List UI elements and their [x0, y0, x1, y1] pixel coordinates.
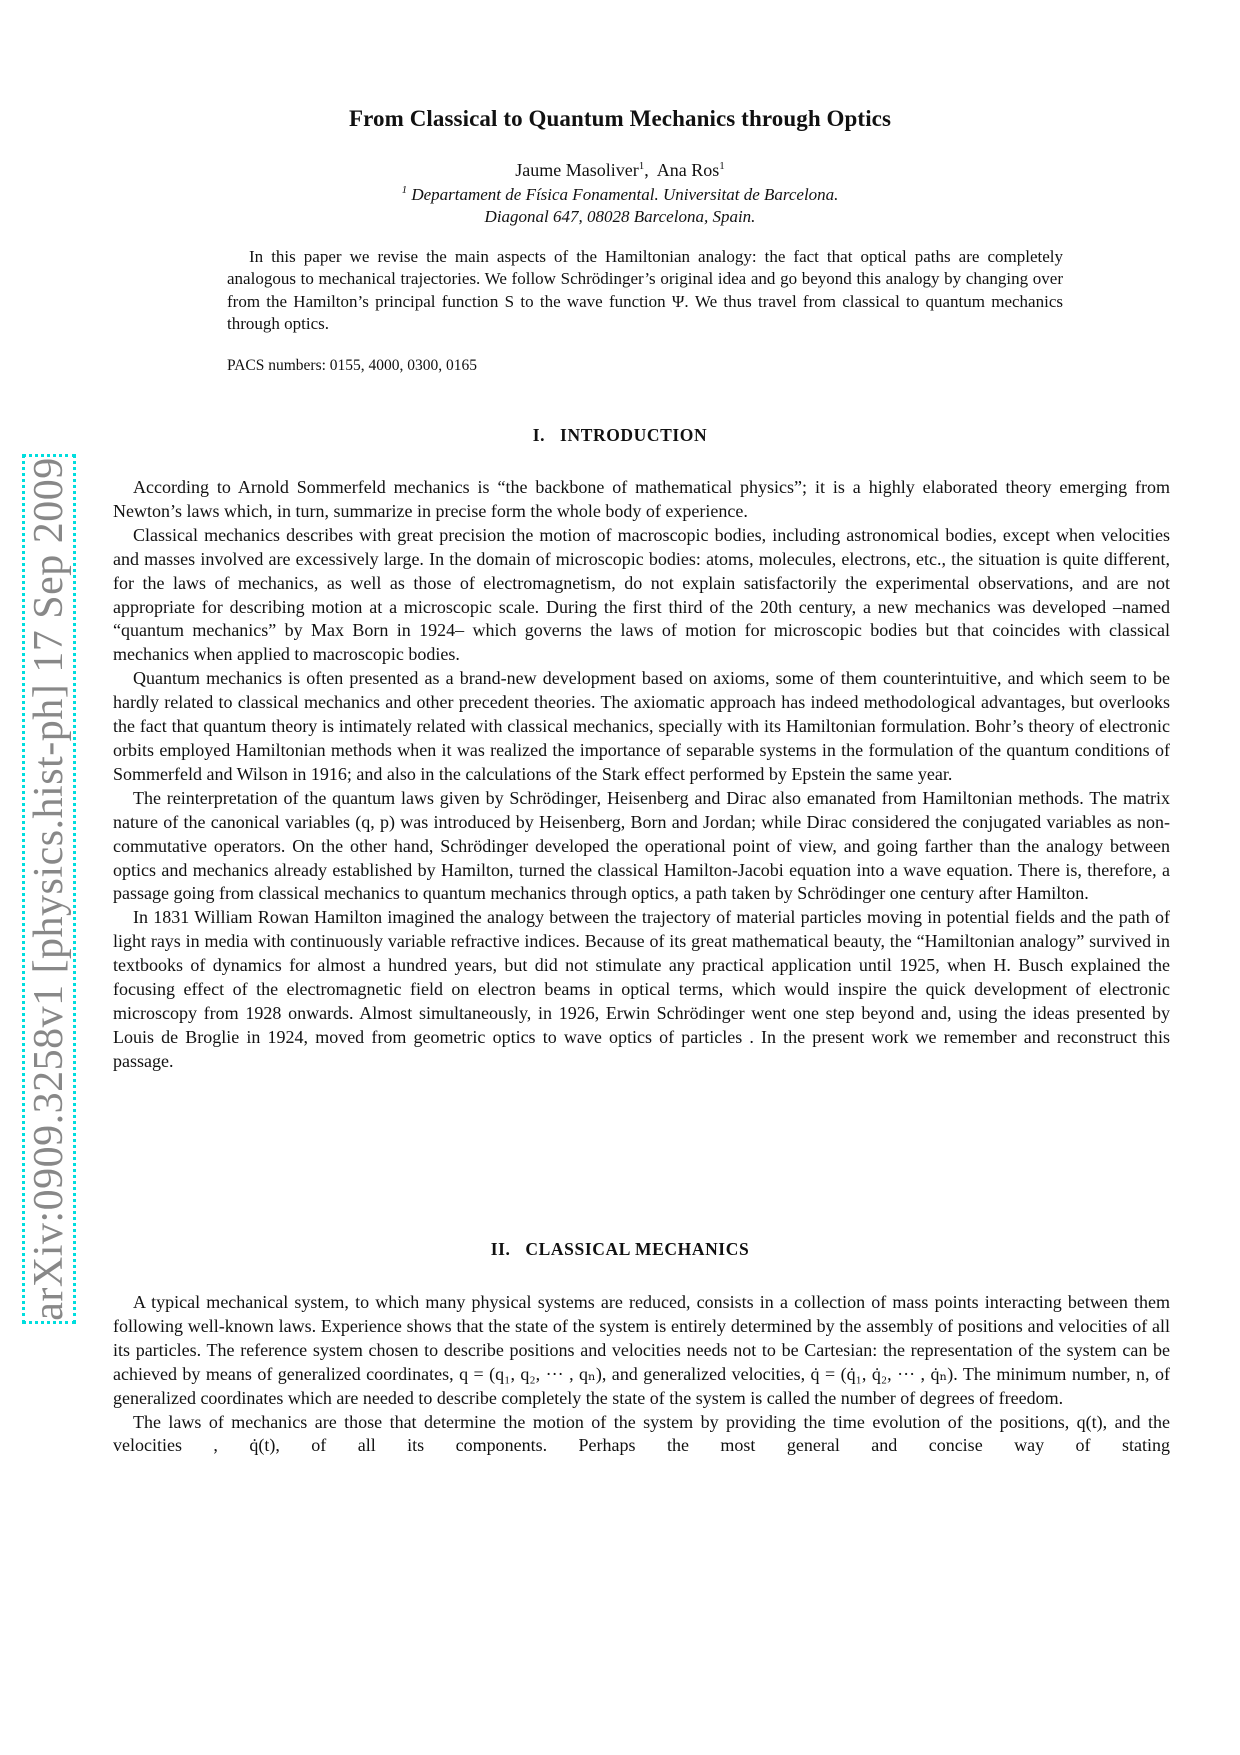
pacs-numbers: PACS numbers: 0155, 4000, 0300, 0165 — [227, 357, 478, 374]
paragraph: In 1831 William Rowan Hamilton imagined the analogy between the trajectory of material particles moving in potential fields and the path of light rays in media with continuously variable refractive indices. Because of its great mathematical beauty, the “Hamiltonian analogy” survived in textbooks of dynamics for almost a hundred years, but did not stimulate any practical application until 1925, when H. Busch explained the focusing effect of the electromagnetic field on electron beams in optical terms, which would inspire the quick development of electronic microscopy from 1928 onwards. Almost simultaneously, in 1926, Erwin Schrödinger went one step beyond and, using the ideas presented by Louis de Broglie in 1924, moved from geometric optics to wave optics of particles . In the present work we remember and reconstruct this passage. — [113, 907, 1170, 1071]
affiliation — [0, 184, 1240, 205]
section-body-introduction — [113, 476, 1170, 1074]
affiliation-address: Diagonal 647, 08028 Barcelona, Spain. — [484, 207, 756, 226]
paragraph: Classical mechanics describes with great precision the motion of macroscopic bodies, including astronomical bodies, except when velocities and masses involved are excessively large. In the domain of microscopic bodies: atoms, molecules, electrons, etc., the situation is quite different, for the laws of mechanics, as well as those of electromagnetism, do not explain satisfactorily the experimental observations, and are not appropriate for describing motion at a microscopic scale. During the first third of the 20th century, a new mechanics was developed –named “quantum mechanics” by Max Born in 1924– which governs the laws of motion for microscopic bodies but that coincides with classical mechanics when applied to macroscopic bodies. — [113, 524, 1170, 665]
arxiv-identifier: arXiv:0909.3258v1 [physics.hist-ph] 17 Sep 2009 — [26, 457, 72, 1321]
paragraph: According to Arnold Sommerfeld mechanics is “the backbone of mathematical physics”; it is a highly elaborated theory emerging from Newton’s laws which, in turn, summarize in precise form the whole body of experience. — [113, 477, 1170, 521]
paper-title: From Classical to Quantum Mechanics through Optics — [348, 106, 892, 131]
paragraph: The reinterpretation of the quantum laws given by Schrödinger, Heisenberg and Dirac also emanated from Hamiltonian methods. The matrix nature of the canonical variables (q, p) was introduced by Heisenberg, Born and Jordan; while Dirac considered the conjugated variables as non-commutative operators. On the other hand, Schrödinger developed the operational point of view, and going farther than the analogy between optics and mechanics already established by Hamilton, turned the classical Hamilton-Jacobi equation into a wave equation. There is, therefore, a passage going from classical mechanics to quantum mechanics through optics, a path taken by Schrödinger one century after Hamilton. — [113, 787, 1170, 904]
affiliation-marker: 1 — [638, 160, 645, 172]
author-name: Ana Ros — [656, 160, 720, 180]
abstract: In this paper we revise the main aspects of the Hamiltonian analogy: the fact that optical paths are completely analogous to mechanical trajectories. We follow Schrödinger’s original idea and go beyond this analogy by changing over from the Hamilton’s principal function S to the wave function Ψ. We thus travel from classical to quantum mechanics through optics. — [227, 247, 1063, 333]
author-list: Jaume Masoliver$^1$, Ana Ros$^1$ — [515, 160, 725, 180]
affiliation-marker: 1 — [719, 160, 725, 172]
section-heading-introduction: I. INTRODUCTION — [532, 425, 708, 445]
affiliation-text: Departament de Física Fonamental. Universitat de Barcelona. — [411, 185, 839, 204]
paragraph: The laws of mechanics are those that determine the motion of the system by providing the time evolution of the positions, q(t), and the velocities , q̇(t), of all its components. Perhaps the most general and concise way of stating — [113, 1411, 1170, 1456]
author-name: Jaume Masoliver — [515, 160, 639, 180]
paragraph: A typical mechanical system, to which many physical systems are reduced, consists in a collection of mass points interacting between them following well-known laws. Experience shows that the state of the system is entirely determined by the assembly of positions and velocities of all its particles. The reference system chosen to describe positions and velocities needs not to be Cartesian: the representation of the system can be achieved by means of generalized coordinates, q = (q₁, q₂, ··· , qₙ), and generalized velocities, q̇ = (q̇₁, q̇₂, ··· , q̇ₙ). The minimum number, n, of generalized coordinates which are needed to describe completely the state of the system is called the number of degrees of freedom. — [113, 1292, 1170, 1408]
section-heading-classical-mechanics: II. CLASSICAL MECHANICS — [490, 1239, 750, 1259]
arxiv-stamp — [22, 454, 76, 1324]
affiliation-marker: 1 — [401, 184, 408, 196]
section-body-classical-mechanics — [113, 1291, 1170, 1458]
paragraph: Quantum mechanics is often presented as a brand-new development based on axioms, some of them counterintuitive, and which seem to be hardly related to classical mechanics and other precedent theories. The axiomatic approach has indeed methodological advantages, but overlooks the fact that quantum theory is intimately related with classical mechanics, specially with its Hamiltonian formulation. Bohr’s theory of electronic orbits employed Hamiltonian methods when it was realized the importance of separable systems in the formulation of the quantum conditions of Sommerfeld and Wilson in 1916; and also in the calculations of the Stark effect performed by Epstein the same year. — [113, 668, 1170, 784]
